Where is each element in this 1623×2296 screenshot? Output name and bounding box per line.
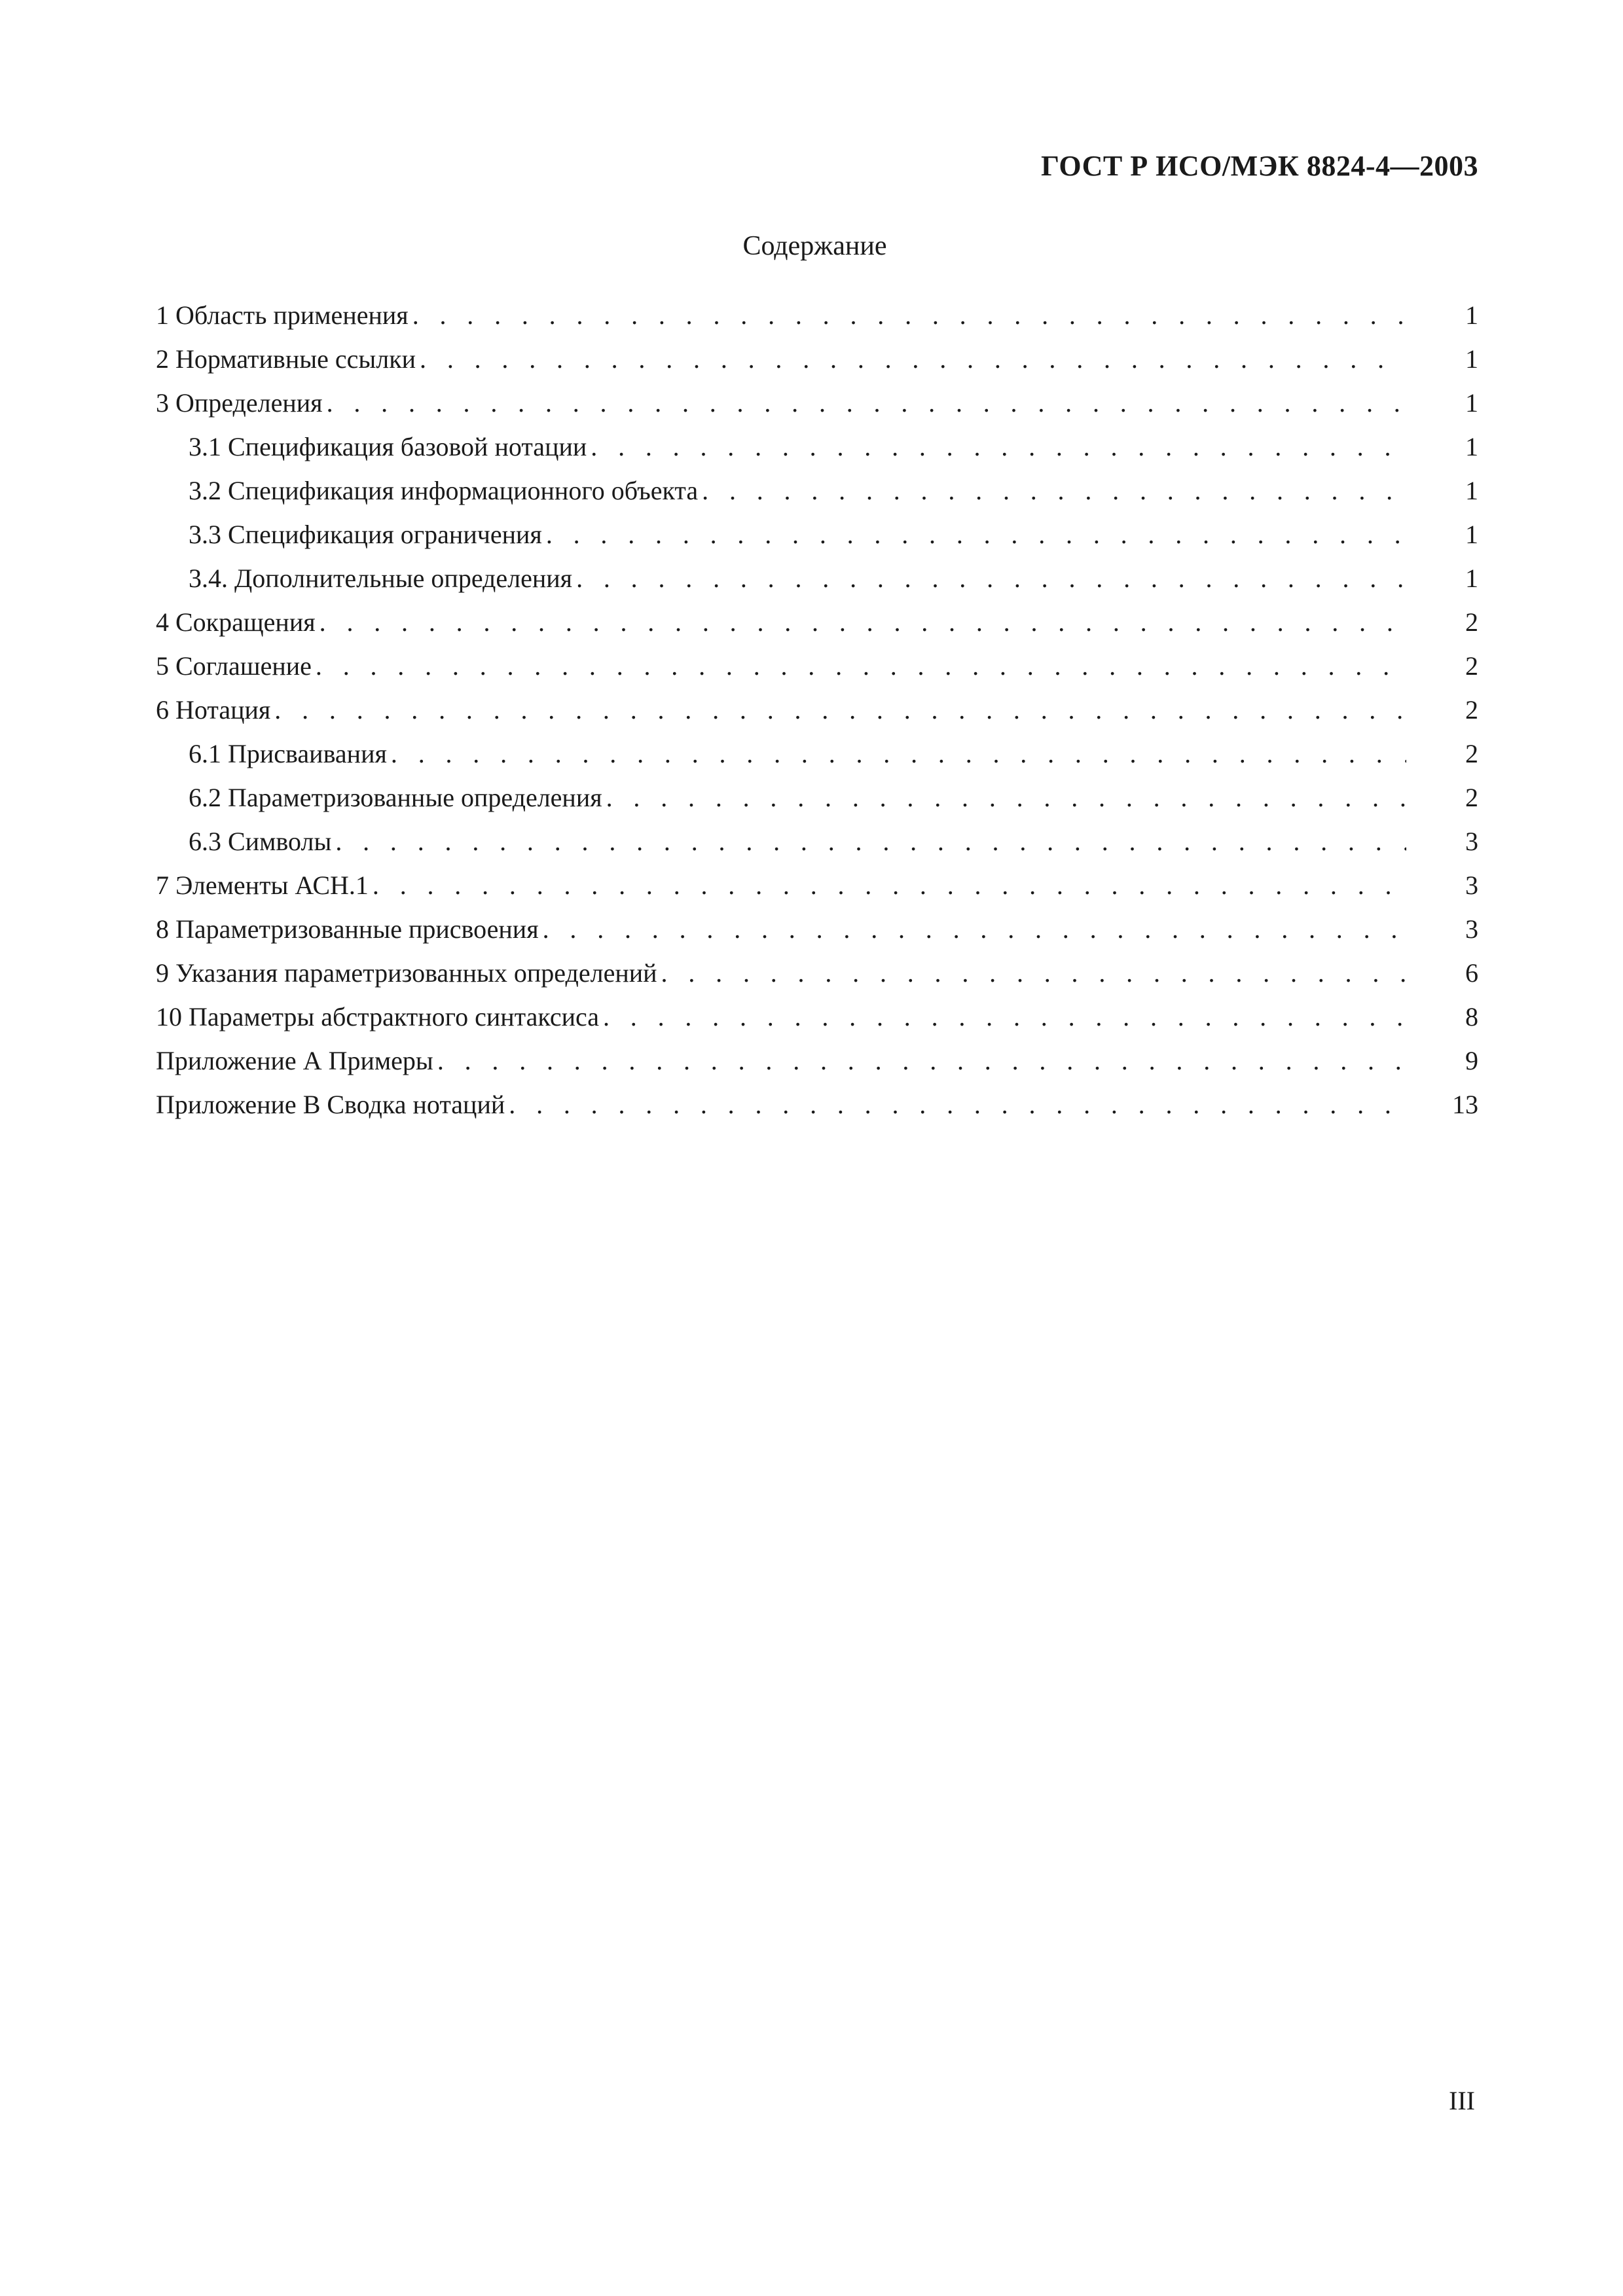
toc-title: Содержание	[742, 231, 887, 261]
toc-entry	[156, 469, 1478, 512]
toc-leader-dots	[433, 1039, 1406, 1083]
toc-entry-title: Спецификация ограничения	[228, 520, 542, 549]
toc-entry-page: 3	[1465, 870, 1478, 900]
toc-entry-title: Сокращения	[175, 607, 316, 637]
toc-entry-page: 1	[1465, 476, 1478, 505]
toc-leader-dots	[657, 951, 1406, 995]
toc-entry	[156, 688, 1478, 732]
toc-entry-number: 3.3	[189, 520, 228, 549]
toc-entry	[156, 907, 1478, 951]
toc-leader-dots	[369, 863, 1406, 907]
toc-entry-number: 3	[156, 388, 175, 418]
toc-appendix-entry	[156, 1039, 1478, 1083]
toc-entry-number: 3.2	[189, 476, 228, 505]
toc-entry	[156, 951, 1478, 995]
toc-entry-page: 3	[1465, 914, 1478, 944]
toc-entry	[156, 819, 1478, 863]
page-number: III	[1449, 2086, 1475, 2115]
toc-entry-page: 2	[1465, 739, 1478, 768]
toc-entry	[156, 512, 1478, 556]
toc-entry-title: Определения	[175, 388, 323, 418]
toc-entry-number: 3.1	[189, 432, 228, 461]
toc-entry-page: 1	[1465, 564, 1478, 593]
toc-entry-number: 6.1	[189, 739, 228, 768]
toc-leader-dots	[505, 1083, 1406, 1126]
toc-entry-title: Указания параметризованных определений	[175, 958, 657, 988]
toc-entry	[156, 995, 1478, 1039]
toc-entry-number: 5	[156, 651, 175, 681]
toc-leader-dots	[572, 556, 1406, 600]
toc-leader-dots	[323, 381, 1406, 425]
toc-entry-title: Присваивания	[228, 739, 387, 768]
toc-entry-title: Спецификация информационного объекта	[228, 476, 699, 505]
toc-entry-page: 2	[1465, 695, 1478, 725]
toc-entry-page: 2	[1465, 651, 1478, 681]
toc-entry-number: 6.2	[189, 783, 228, 812]
toc-leader-dots	[409, 293, 1406, 337]
toc-entry-title: Параметризованные определения	[228, 783, 602, 812]
toc-entry	[156, 863, 1478, 907]
toc-entry-title: Символы	[228, 827, 332, 856]
toc-entry-number: 2	[156, 344, 175, 374]
toc-entry	[156, 644, 1478, 688]
toc-entry-page: 1	[1465, 300, 1478, 330]
toc-entry-page: 6	[1465, 958, 1478, 988]
toc-entry	[156, 337, 1478, 381]
toc-leader-dots	[542, 512, 1406, 556]
toc-leader-dots	[416, 337, 1406, 381]
toc-leader-dots	[387, 732, 1406, 776]
toc-entry-page: 1	[1465, 344, 1478, 374]
toc-entry-number: 1	[156, 300, 175, 330]
toc-entry-title: Параметризованные присвоения	[175, 914, 539, 944]
toc-entry-number: 8	[156, 914, 175, 944]
toc-entry	[156, 293, 1478, 337]
toc-entry-title: Приложение А Примеры	[156, 1046, 433, 1075]
toc-entry-title: Нотация	[175, 695, 271, 725]
toc-entry-number: 10	[156, 1002, 189, 1031]
toc-leader-dots	[270, 688, 1406, 732]
toc-leader-dots	[599, 995, 1406, 1039]
toc-entry-number: 7	[156, 870, 175, 900]
toc-entry-number: 9	[156, 958, 175, 988]
toc-leader-dots	[312, 644, 1406, 688]
toc-entry-page: 3	[1465, 827, 1478, 856]
toc-entry-page: 2	[1465, 607, 1478, 637]
toc-leader-dots	[587, 425, 1406, 469]
toc-entry-title: Элементы АСН.1	[175, 870, 369, 900]
toc-entry-page: 1	[1465, 432, 1478, 461]
toc-entry-number: 3.4.	[189, 564, 234, 593]
toc-entry	[156, 776, 1478, 819]
toc-leader-dots	[331, 819, 1406, 863]
toc-leader-dots	[539, 907, 1406, 951]
toc-entry	[156, 732, 1478, 776]
toc-leader-dots	[698, 469, 1406, 512]
toc-entry-page: 13	[1452, 1090, 1478, 1119]
toc-entry-page: 8	[1465, 1002, 1478, 1031]
toc-entry-title: Приложение В Сводка нотаций	[156, 1090, 505, 1119]
document-code-header: ГОСТ Р ИСО/МЭК 8824-4—2003	[1040, 150, 1478, 182]
toc-entry	[156, 381, 1478, 425]
toc-entry-number: 4	[156, 607, 175, 637]
toc-entry-page: 9	[1465, 1046, 1478, 1075]
toc-entry-title: Область применения	[175, 300, 409, 330]
toc-entry	[156, 600, 1478, 644]
toc-appendix-entry	[156, 1083, 1478, 1126]
toc-entry	[156, 425, 1478, 469]
toc-entry-title: Спецификация базовой нотации	[228, 432, 587, 461]
toc-entry-title: Нормативные ссылки	[175, 344, 416, 374]
table-of-contents	[156, 293, 1478, 1126]
toc-leader-dots	[602, 776, 1406, 819]
toc-entry-title: Дополнительные определения	[234, 564, 573, 593]
toc-leader-dots	[316, 600, 1406, 644]
toc-entry-page: 2	[1465, 783, 1478, 812]
toc-entry-title: Параметры абстрактного синтаксиса	[189, 1002, 599, 1031]
toc-entry-number: 6.3	[189, 827, 228, 856]
toc-entry-title: Соглашение	[175, 651, 312, 681]
toc-entry	[156, 556, 1478, 600]
toc-entry-number: 6	[156, 695, 175, 725]
toc-entry-page: 1	[1465, 520, 1478, 549]
toc-entry-page: 1	[1465, 388, 1478, 418]
